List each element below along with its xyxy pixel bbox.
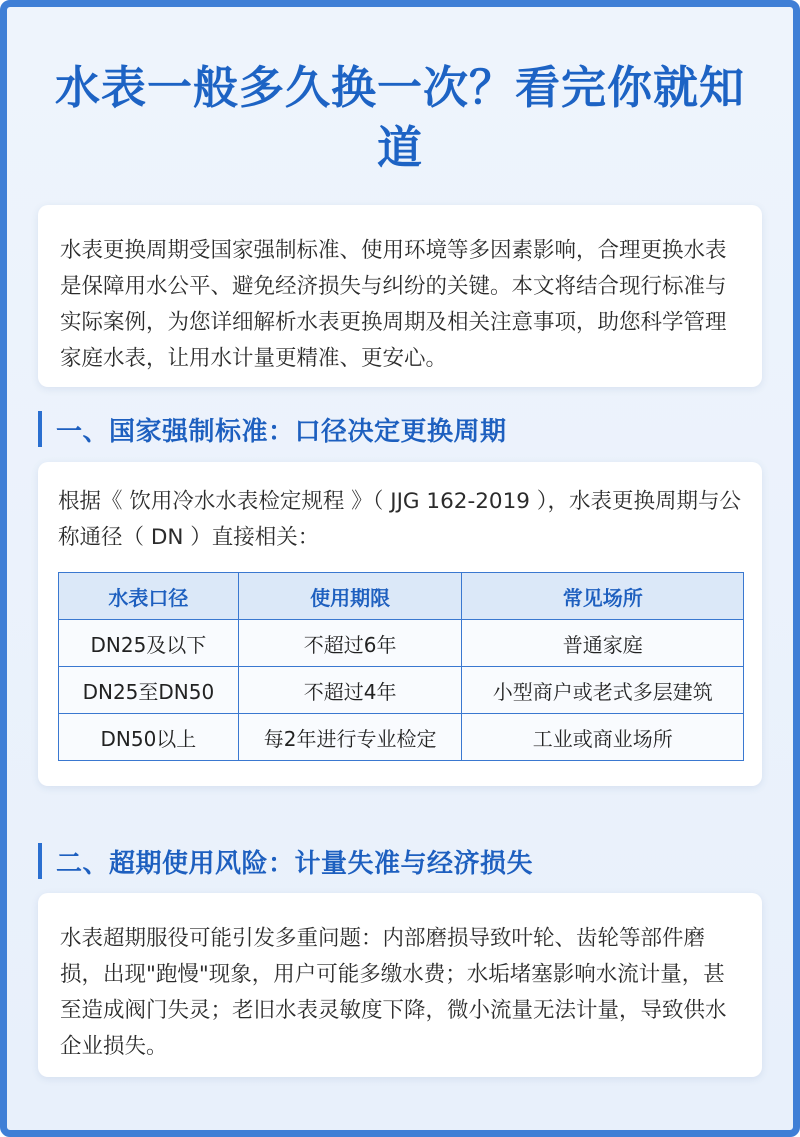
table-header-cell: 使用期限	[238, 573, 462, 620]
section-accent-bar	[38, 843, 42, 879]
table-cell: DN25及以下	[59, 620, 239, 667]
page-title: 水表一般多久换一次？看完你就知道	[54, 61, 745, 174]
table-cell: 工业或商业场所	[462, 714, 744, 761]
intro-card	[38, 205, 762, 387]
table-cell: 小型商户或老式多层建筑	[462, 667, 744, 714]
table-header-cell: 水表口径	[59, 573, 239, 620]
replacement-period-table	[58, 572, 744, 761]
table-cell: DN25至DN50	[59, 667, 239, 714]
section-heading-standard	[38, 409, 507, 449]
standard-text: 根据《 饮用冷水水表检定规程 》（ JJG 162-2019 ），水表更换周期与公称通径（ DN ）直接相关：	[58, 489, 742, 550]
standard-card	[38, 462, 762, 786]
section-heading-risk	[38, 841, 533, 881]
table-header-row	[59, 573, 744, 620]
table-row	[59, 667, 744, 714]
section-accent-bar	[38, 411, 42, 447]
intro-text: 水表更换周期受国家强制标准、使用环境等多因素影响，合理更换水表是保障用水公平、避免经济损失与纠纷的关键。本文将结合现行标准与实际案例，为您详细解析水表更换周期及相关注意事项，助您科学管理家庭水表，让用水计量更精准、更安心。	[60, 238, 727, 371]
risk-card	[38, 893, 762, 1077]
table-cell: 每2年进行专业检定	[238, 714, 462, 761]
table-cell: 不超过6年	[238, 620, 462, 667]
table-cell: DN50以上	[59, 714, 239, 761]
table-cell: 不超过4年	[238, 667, 462, 714]
table-cell: 普通家庭	[462, 620, 744, 667]
table-header-cell: 常见场所	[462, 573, 744, 620]
section-title: 二、超期使用风险：计量失准与经济损失	[56, 848, 534, 879]
section-title: 一、国家强制标准：口径决定更换周期	[56, 416, 507, 447]
table-row	[59, 620, 744, 667]
table-row	[59, 714, 744, 761]
risk-text: 水表超期服役可能引发多重问题：内部磨损导致叶轮、齿轮等部件磨损，出现"跑慢"现象，用户可能多缴水费；水垢堵塞影响水流计量，甚至造成阀门失灵；老旧水表灵敏度下降，微小流量无法计量，导致供水企业损失。	[60, 926, 727, 1059]
